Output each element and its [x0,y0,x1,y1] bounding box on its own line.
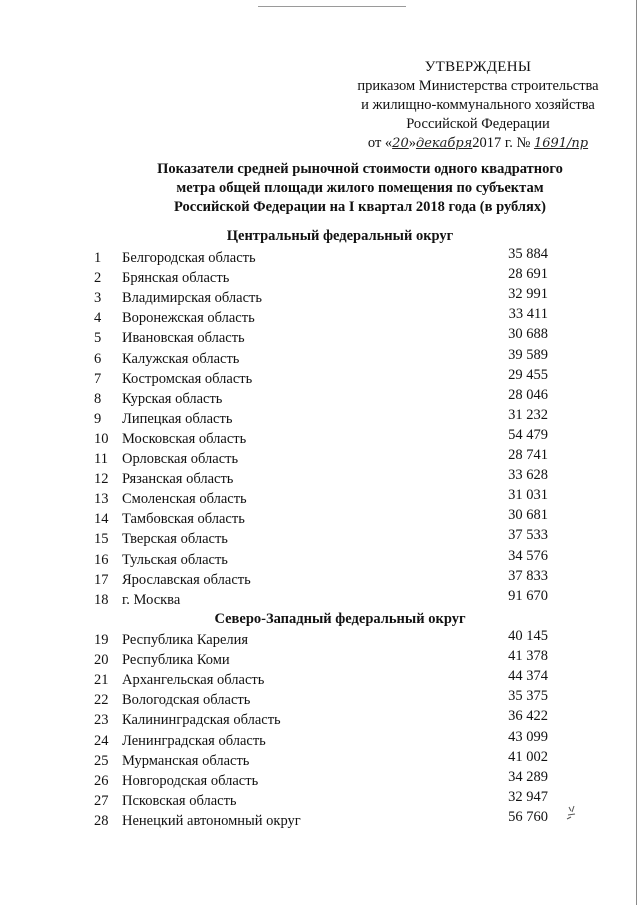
region-name: г. Москва [122,591,181,608]
price-value: 34 289 [508,768,548,785]
document-title-line-3: Российской Федерации на I квартал 2018 года (в рублях) [174,199,546,215]
row-number: 5 [94,330,102,347]
region-name: Ленинградская область [122,732,266,749]
order-number: 1691/пр [533,136,589,151]
price-value: 32 947 [508,788,548,805]
document-title-line-2: метра общей площади жилого помещения по субъектам [176,180,544,196]
region-name: Республика Карелия [122,632,249,648]
document-title-line-1: Показатели средней рыночной стоимости одного квадратного [157,161,563,177]
row-number: 28 [94,812,109,829]
row-number: 8 [94,390,102,407]
row-number: 22 [94,692,109,709]
row-number: 13 [94,491,109,508]
row-number: 2 [94,270,102,287]
approval-line-2: и жилищно-коммунального хозяйства [361,97,595,113]
region-name: Смоленская область [122,491,247,508]
row-number: 24 [94,732,109,749]
region-name: Тамбовская область [122,511,245,528]
row-number: 9 [94,410,102,427]
price-value: 28 741 [508,447,548,463]
row-number: 18 [94,591,109,608]
region-name: Брянская область [122,270,230,287]
region-name: Калужская область [122,350,240,367]
price-value: 33 628 [508,467,548,484]
price-value: 41 002 [508,748,548,765]
date-month: декабря [415,136,473,151]
central-district-header: Центральный федеральный округ [226,228,454,244]
price-value: 28 046 [508,386,548,403]
price-value: 31 232 [508,406,548,423]
price-value: 43 099 [508,728,548,745]
region-name: Ненецкий автономный округ [122,812,301,829]
northwest-district-header: Северо-Западный федеральный округ [214,611,466,627]
region-name: Тульская область [122,551,228,568]
region-name: Липецкая область [122,410,233,427]
price-value: 28 691 [508,266,548,283]
date-year: 2017 г. № [472,135,531,151]
region-name: Калининградская область [122,712,281,729]
region-name: Тверская область [122,531,228,548]
row-number: 1 [94,250,102,266]
price-value: 54 479 [508,426,548,443]
row-number: 11 [94,451,108,467]
price-value: 41 378 [508,648,548,665]
price-value: 31 031 [508,487,548,504]
row-number: 15 [94,531,109,548]
approval-title: УТВЕРЖДЕНЫ [424,59,532,75]
row-number: 17 [94,571,109,588]
price-value: 30 681 [508,507,548,524]
price-value: 91 670 [508,587,548,604]
region-name: Новгородская область [122,772,259,789]
region-name: Владимирская область [122,290,262,307]
row-number: 10 [94,430,109,447]
region-name: Московская область [122,430,247,447]
handwritten-mark [565,805,579,821]
region-name: Курская область [122,390,223,407]
row-number: 19 [94,632,109,648]
row-number: 21 [94,672,109,689]
region-name: Костромская область [122,370,253,387]
region-name: Архангельская область [122,672,265,689]
row-number: 27 [94,792,109,809]
price-value: 39 589 [508,346,548,363]
region-name: Воронежская область [122,310,255,327]
approval-line-3: Российской Федерации [406,116,550,132]
approval-line-1: приказом Министерства строительства [357,78,599,94]
table-row [0,587,640,610]
region-name: Орловская область [122,451,239,467]
table-row [0,808,640,831]
price-value: 35 375 [508,688,548,705]
region-name: Ивановская область [122,330,245,347]
date-prefix: от « [367,135,393,151]
row-number: 7 [94,370,102,387]
region-name: Псковская область [122,792,237,809]
row-number: 3 [94,290,102,307]
row-number: 23 [94,712,109,729]
price-value: 40 145 [508,628,548,644]
price-value: 32 991 [508,286,548,303]
region-name: Республика Коми [122,652,230,669]
price-value: 37 533 [508,527,548,544]
price-value: 29 455 [508,366,548,383]
price-value: 37 833 [508,567,548,584]
price-value: 33 411 [508,306,548,323]
price-value: 30 688 [508,326,548,343]
region-name: Ярославская область [122,571,251,588]
date-quote: » [408,135,416,151]
approval-date-line [338,134,618,153]
row-number: 6 [94,350,102,367]
date-day: 20 [392,136,409,151]
price-value: 36 422 [508,708,548,725]
region-name: Рязанская область [122,471,234,488]
price-value: 56 760 [508,808,548,825]
row-number: 14 [94,511,109,528]
row-number: 26 [94,772,109,789]
row-number: 16 [94,551,109,568]
row-number: 20 [94,652,109,669]
document-title [120,160,600,217]
region-name: Мурманская область [122,752,250,769]
row-number: 12 [94,471,109,488]
region-name: Вологодская область [122,692,251,709]
row-number: 25 [94,752,109,769]
region-name: Белгородская область [122,250,256,266]
row-number: 4 [94,310,102,327]
price-value: 34 576 [508,547,548,564]
price-value: 35 884 [508,246,548,262]
price-value: 44 374 [508,668,548,685]
approval-block [338,58,618,153]
page-top-line [258,6,406,7]
